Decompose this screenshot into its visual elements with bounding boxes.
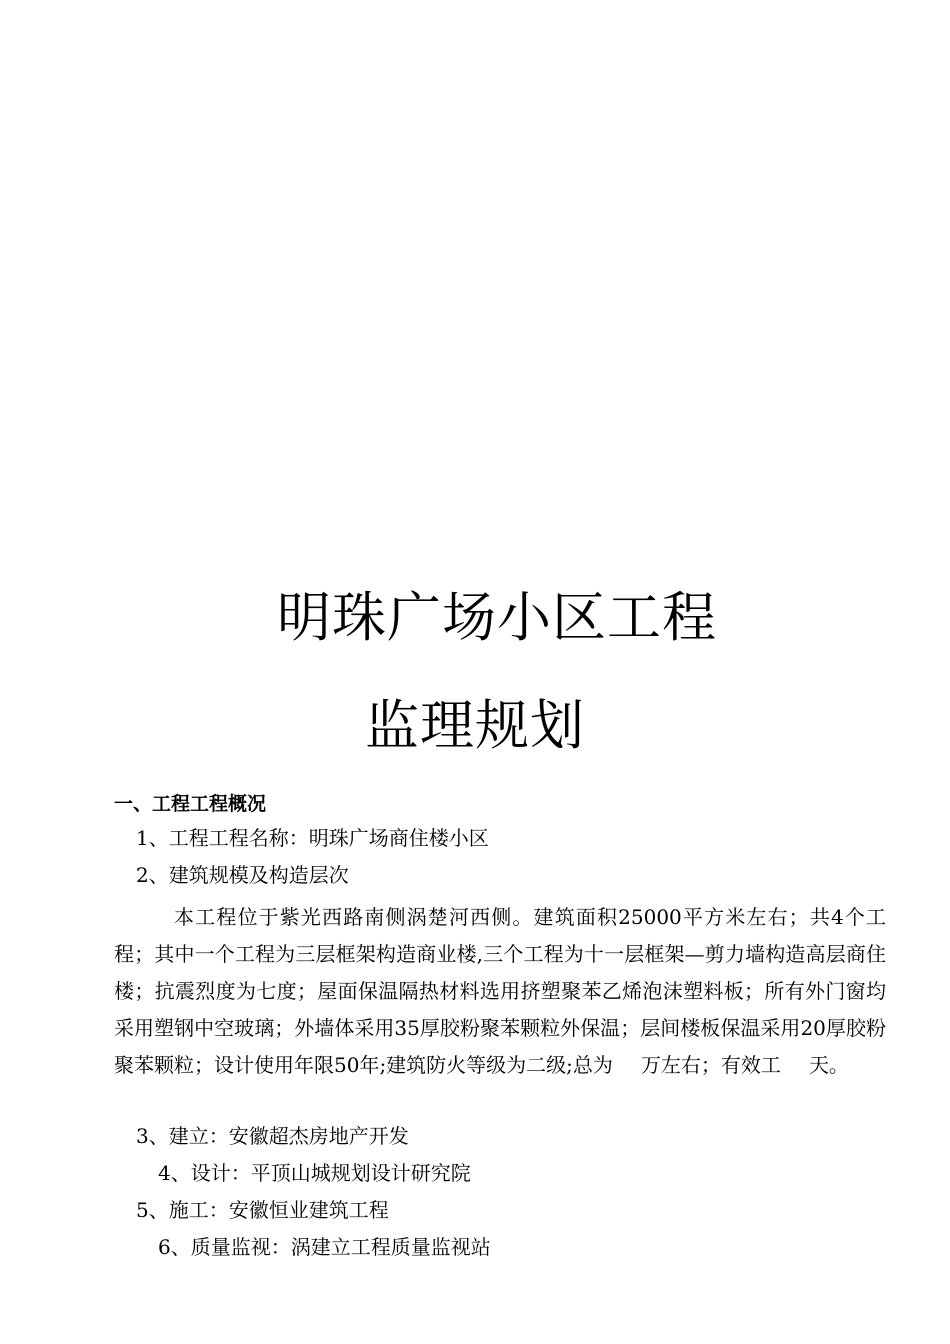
document-title-line1: 明珠广场小区工程: [277, 586, 717, 649]
paragraph-text-part2: 万左右；有效工: [640, 1053, 781, 1077]
section-heading-overview: 一、工程工程概况: [114, 793, 267, 815]
item-quality-supervision: 6、质量监视：涡建立工程质量监视站: [158, 1235, 491, 1259]
item-project-name: 1、工程工程名称：明珠广场商住楼小区: [136, 826, 489, 850]
item-designer: 4、设计：平顶山城规划设计研究院: [158, 1161, 471, 1185]
document-title-line2: 监理规划: [365, 694, 585, 757]
item-building-scale: 2、建筑规模及构造层次: [136, 863, 349, 887]
project-description-paragraph: [114, 899, 886, 1084]
item-contractor: 5、施工：安徽恒业建筑工程: [136, 1198, 389, 1222]
paragraph-text-part3: 天。: [808, 1053, 849, 1077]
paragraph-text-part1: 本工程位于紫光西路南侧涡楚河西侧。建筑面积25000平方米左右；共4个工程；其中一个工程为三层框架构造商业楼,三个工程为十一层框架—剪力墙构造高层商住楼；抗震烈度为七度；屋面保温隔热材料选用挤塑聚苯乙烯泡沫塑料板；所有外门窗均采用塑钢中空玻璃；外墙体采用35厚胶粉聚苯颗粒外保温；层间楼板保温采用20厚胶粉聚苯颗粒；设计使用年限50年;建筑防火等级为二级;总为: [114, 905, 886, 1077]
item-developer: 3、建立：安徽超杰房地产开发: [136, 1124, 409, 1148]
